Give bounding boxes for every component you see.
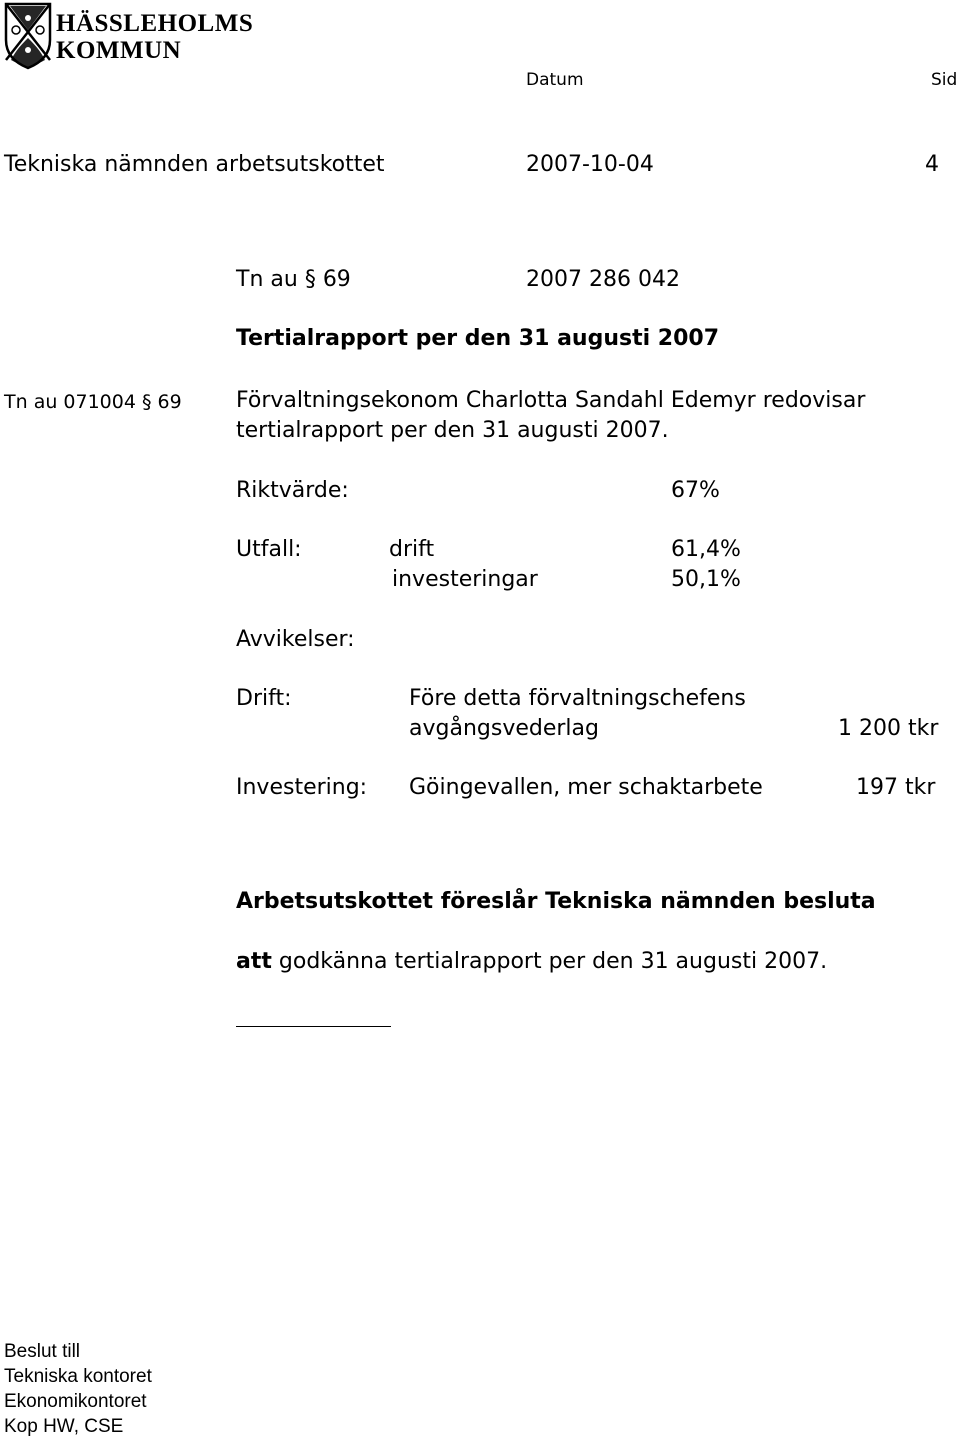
intro-line-1: Förvaltningsekonom Charlotta Sandahl Edemyr redovisar <box>236 388 866 413</box>
meeting-body: Tekniska nämnden arbetsutskottet <box>4 152 385 177</box>
riktvarde-value: 67% <box>671 478 720 503</box>
case-number: 2007 286 042 <box>526 267 680 292</box>
paragraph-reference <box>236 267 351 292</box>
intro-line-2: tertialrapport per den 31 augusti 2007. <box>236 418 669 443</box>
footer-line-1: Beslut till <box>4 1341 81 1362</box>
paragraph-sign: § <box>304 267 316 292</box>
end-divider <box>236 1026 391 1027</box>
margin-ref: Tn au 071004 <box>4 391 136 413</box>
deviations-heading: Avvikelser: <box>236 627 355 652</box>
proposal-text <box>236 949 827 974</box>
logo <box>0 0 260 72</box>
deviation-drift-amount: 1 200 tkr <box>838 716 939 741</box>
footer-line-2: Tekniska kontoret <box>4 1366 152 1387</box>
logo-line-2: KOMMUN <box>56 37 182 64</box>
municipal-coat-of-arms-icon <box>2 0 54 70</box>
deviation-drift-label: Drift: <box>236 686 292 711</box>
deviation-drift-text-2: avgångsvederlag <box>409 716 599 741</box>
paragraph-ref: Tn au <box>236 267 298 292</box>
deviation-investering-label: Investering: <box>236 775 368 800</box>
meeting-date: 2007-10-04 <box>526 152 654 177</box>
logo-line-1: HÄSSLEHOLMS <box>56 10 254 37</box>
drift-label: drift <box>389 537 435 562</box>
margin-number: 69 <box>157 391 182 413</box>
deviation-investering-amount: 197 tkr <box>856 775 936 800</box>
margin-sign: § <box>142 391 152 413</box>
proposal-heading: Arbetsutskottet föreslår Tekniska nämnden besluta <box>236 889 876 914</box>
deviation-investering-text: Göingevallen, mer schaktarbete <box>409 775 763 800</box>
paragraph-number: 69 <box>322 267 351 292</box>
drift-value: 61,4% <box>671 537 741 562</box>
investeringar-label: investeringar <box>392 567 538 592</box>
att-word: att <box>236 949 272 974</box>
footer-line-4: Kop HW, CSE <box>4 1416 124 1437</box>
utfall-label: Utfall: <box>236 537 302 562</box>
footer-line-3: Ekonomikontoret <box>4 1391 147 1412</box>
page-number: 4 <box>925 152 939 177</box>
riktvarde-label: Riktvärde: <box>236 478 349 503</box>
margin-reference <box>4 391 182 413</box>
item-title: Tertialrapport per den 31 augusti 2007 <box>236 326 720 351</box>
deviation-drift-text-1: Före detta förvaltningschefens <box>409 686 746 711</box>
sid-label: Sid <box>931 70 958 90</box>
proposal-body: godkänna tertialrapport per den 31 augusti 2007. <box>278 949 828 974</box>
investeringar-value: 50,1% <box>671 567 741 592</box>
datum-label: Datum <box>526 70 584 90</box>
